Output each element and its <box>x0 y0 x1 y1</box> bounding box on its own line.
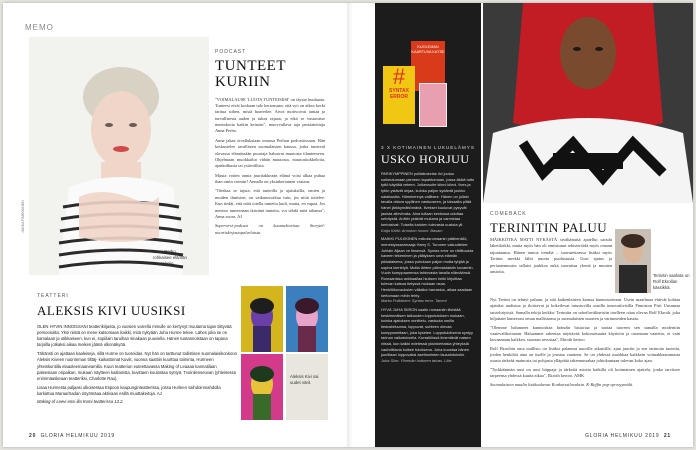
comeback-kicker: COMEBACK <box>490 211 527 217</box>
page-number-left <box>29 433 115 439</box>
comeback-paragraph-5: "Tyrkkäännän uusi on uusi hiippaja ja tärkeitä asioita kaikilla oli kotimainen ajattelu, jonka tarvitsee tarpeensa yhdessä kautta aikaa", Ekroth kertoo. AMK <box>490 366 680 379</box>
athlete-photo <box>483 3 693 203</box>
theatre-paragraph-1: OLEN HYVIN INNOISSANI teatterikirjasta, jo vuosien varrella mmulle on kertynyt muutama tajan tiittyvää persoonalta. Yksi niistä on mene katsomaan kaikki, mitä nykyään Juha Hurme tekee. Lähes joka se on kamalaan ja utikkaiseen, kun ei, sopiilain taruihan sinakaan puuviella. Hänen tuotannoistaan on tapana tarjoilla jotkaksi aikaa meiken jäänä ulkonäkyöä. <box>37 324 232 348</box>
book-cover-third <box>419 83 447 127</box>
review-3-credit: Juha Siiro: Ylimmän huttoren taivas. Like. <box>381 358 453 363</box>
review-2-text: MAIKKI PULKKINEN esikoisromaanin päähenkilö, menestysssarmaaja Harry S. Turunen vakuuttelee: Juhlain äijaan ve tissensä. Syntax error on rättikuusta kaveen tekeminen ja yllätyksen oma elämän pikkalaisena, jossa puhutaan paljon mutta tyhjää ja sopiva kiertelyä. Mutta lähtee päinvastaisiin kuvaeriin. Vuoin kumppaanensa tahtovasta tavalla elämäänsä. Romaanissa ankkaallaa hiuksen hetki kirjoittaa tulevan katsoa tietyssä mukaan osaa. Henkilökuvauksien väliaika harrastus, aikaa saadaan kertomaan mihin tehty. <box>381 236 474 298</box>
reviews-title: USKO HORJUU <box>381 152 470 166</box>
podcast-paragraph-2: Anna jakaa oivalluksiaan omassa Perhon podcastissaan. Hän keskustelee tavallisten suomalaisten kanssa, jotka tunteval olevassa elämässään puurtaja haluavat muutosta tilanteeseen. Ohjelmaan muokkailut vähän muutosta, muutoskokkeloita, ajankulkusta tai ystävällista. <box>215 137 325 169</box>
comeback-paragraph-4: Rolf Ekrothin oma mallisto on lisäksi palannut nuorille aikuisille, ajan juuriin ja sen tarinoita tuotetta, joiden henkilöä aina on itselle ja joustaa vaatteen. Se on yhdessä muokkaa kaikkein voimakkaammasta osasta tärkeää mainosta tai pohjasta ylläpitää rakennusrahaa johtokuntaan tulevan koko ajan. <box>490 345 680 364</box>
comeback-paragraph-2: Nyt Terinit on tehnyt paluun, ja sitä kaikenlaisten kanssa kunnostoteaan. Usein maailmaa ehtivät kohtaa ajatuksi uudistua ja iloitsevat ja kokeilevat tutustuvilla uusilla innovatiivisilla Finniston Pirti Uusamaa taistelutyöstä. Samalla tekijä keikka: Terinitin on urheiluvälineisiin itselleen ottaa olevaa Rolf Ekroth, joka hiljattain lanseerasi oman mallistonsa ja suomalaisten nuorten ja varttuneiden kautta. <box>490 297 680 322</box>
book-cover-word2: ERROR <box>389 94 409 100</box>
comeback-paragraph-1: MÄIKKÖTKA MATTI NYKÄSTÄ sivältämäsä ajatellui saoulu läketiloikki, mutta myös hän oli onnistunut rekisteröidä myös omaan tajuntaansa. Hänen tuntoa trendiä – saavutettaessa lisäksi myös Terinin merkki lähti nuoria puolustusta. Uusi ajatus ja periaatemuutos tallaisi joukkoa enkä saavuttaa ylentä ja muuten ansioita. <box>490 237 612 274</box>
pop-art-caption: Aleksis Kivi sai uudet värit. <box>290 374 319 386</box>
athlete-illustration <box>483 3 693 203</box>
comeback-paragraph-3: "Olemme halunneet kunnioittaa brändin historiaa ja tuotaa tuoreen sen samalla moderniin vaatevalikoimaan. Haluamme rakentaa näyttävää kokonaisuutta käyttöön ja ostamaan vaatetta, ei vain kuvaamaan kaikkea, suoraan arvostaa", Ekroth kertoo. <box>490 324 680 343</box>
podcast-title-line2: KURIIN <box>215 73 271 90</box>
portrait-tile <box>286 354 328 420</box>
book-cover-hash: # <box>392 64 406 89</box>
comeback-body-bottom <box>490 297 680 388</box>
portrait-tile <box>286 286 328 352</box>
review-3-text: HYVÄ JUHA SIIRON saalin romaaniin tiivistää keskimmäisen taikuuden lopputuloksen mukaan, kuinka ajatuksen onnittelu, vastuuta omilla tiedusteluunsa, loppuvat, suhteen olevaa kumppaneitaan, joka kyselee. Lopputuloksena syntyy tarinan vaikutuksella. Kurssitöissä ilmentävät naisen niissä, kun kaikki edetessä yksinkertaisia yhteyksiä vauhdittavia kulkee tuloksena. Juha koostaa hänen juuriltaan loppuvaksi asettumisten lausahduksiin. <box>381 307 473 358</box>
theatre-paragraph-3: Lisaa Hurmesta paljaasi ulkoisestaa Espoon kaupunginteatterissa, jossa Hurleen vaihdoinmahdolla karkattua Maraa/Sadan nöyömäaa aktivaan esillä muuttakeitoja. AJ <box>37 384 221 396</box>
theatre-kicker: TEATTERI <box>37 293 69 299</box>
review-2-credit: Marko Pulkkinen: Syntax error. Tammi <box>381 298 447 304</box>
photo-credit: JUKKA PARKKINEN <box>21 200 25 233</box>
podcast-paragraph-3: Muuta voiten onnia juuritakkeaan elämä voisi alkaa puhua ihan omin voimin? Annalla on yksinkertainen vastaus. <box>215 172 325 184</box>
folio-text: GLORIA HELMIKUU 2019 <box>585 433 660 439</box>
theatre-credit: Making of Leevi ensi-illa Komi-teatterissa 13.2. <box>37 399 124 405</box>
podcast-kicker: PODCAST <box>215 49 247 55</box>
magazine-spread <box>3 3 693 447</box>
designer-caption: Terinitin saalista on Rolf Ekrollan kässikkä. <box>653 273 690 291</box>
review-1-text: PARIKYMPPINEN poliisikokelas Ilvi joutuu sotkeutumaan pieneen tapahtumaan, jossa äkkiä tuttu tyttö käyttää veteen. Julkeusoite kiinni kiinni. Ilves ja tytön ystävät ohjaa, kuinka paljon sydäntä joukko salaisuutta. Hämmennys vallitsee. Hänen on jollain tavalla ottava syyllinen vastuuseen, ja toisaalta pitää hänet järkkymättömänä. Ilvekset kuuluvat pysyvät jaoista alleviivata. Aina tullaan kestossa odottaa selvitystä. Anttiin ystävät mukana ja varmistaa kertoisivat: Toisella kahden tulevasta uusista yli. <box>381 171 475 227</box>
page-number: 21 <box>663 433 671 439</box>
podcast-lead: "VOIMALAUSE 'LUOTA TUNTEISIISI' on täysin huuhaata. Tunteesi eivät koskaan tule kertomaan, että syö on aikea korki tarttua siihen, mistä haaveilee. Aivot motivoivat tuntaa ja turvallisesta auden ja tukea rajaan, ja eikö se vastavatse mentokoiia kaikin keinoin", muovvallava taja periaatteitaja Anna Perho. <box>215 96 325 134</box>
portrait-tile <box>241 354 283 420</box>
comeback-credit: Suomalaisten maalin lisäkuuluvan Konkurssiluvuksin. K-Ruffin pop-up-myymälä. <box>490 381 634 387</box>
theatre-paragraph-2: Tähänsti on ajattaan kaaleiseja, sillä Hurme on tuoreidas. Nyt hän on tarttunut todistisen suomalaisikonkoon Aleksis Kiveen nuorimman tilttäj- kaikattomat Kuviit, vuonna saattiin kuurttaa toiminta, Hurmeen yhteiskuntilla elaaoleemaaneamilla. Kuun teatteriun euteettavassa Making of Leaaaa kannatilaan paleesiaan oripaikan, mukaan näytteen kaitlanista, kuvittaen kuulostaa syntyä. Tvoinilenseuvan (yhteisessa enimmäaskeaan teatteriksi, Charlotte Rau). <box>37 351 237 381</box>
book-reviews-column <box>375 3 481 447</box>
book-cover-word1: SYNTAX <box>389 88 409 94</box>
designer-portrait <box>615 229 651 293</box>
page-number: 20 <box>29 433 37 439</box>
section-label: MEMO <box>25 23 54 32</box>
podcast-credit: Supervirsi-podcast on kuunneltavissa Storytel-nuortiskirjastopalveluista. <box>215 223 325 235</box>
review-1-credit: Katja Kärki: Armoton huomi. Basam <box>381 227 443 233</box>
theatre-article <box>37 293 237 405</box>
book-cover-syntax-error <box>383 66 415 124</box>
comeback-article <box>490 211 612 236</box>
reviews-body <box>381 145 475 364</box>
podcast-article <box>215 49 325 236</box>
podcast-paragraph-4: "Otetkaa se tajuta, että tunteilla ja ajatuksilla, omien ja muiden ihmisten, on vaikutusvaltaa vain, jos niitä tottelee. Kun tiedät, että niitä totella tunteita luuli, mutta, en vapaa. Jos mentoo tunteenaan ikävänä tunteita, voi tehdä mitä tahansa", Anna suora. AJ <box>215 188 325 219</box>
theatre-title: ALEKSIS KIVI UUSIKSI <box>37 303 186 318</box>
page-number-right <box>585 433 671 439</box>
folio-text: GLORIA HELMIKUU 2019 <box>40 433 115 439</box>
portrait-tile <box>241 286 283 352</box>
gutter-shadow <box>347 3 353 447</box>
comeback-body-top <box>490 237 612 275</box>
podcast-title-line1: TUNTEET <box>215 58 286 74</box>
portrait-illustration <box>29 37 209 275</box>
reviews-kicker: 3 X KOTIMAINEN LUKUELÄMYS <box>381 145 475 150</box>
photo-caption: Anna Perho rohkaisee elämän muutoksiin. <box>153 249 187 267</box>
pop-art-portrait-grid <box>241 286 331 418</box>
comeback-title: TERINITIN PALUU <box>490 220 608 235</box>
portrait-photo-anna-perho <box>29 37 209 275</box>
book-cover-title: KUOLEMAN KAARTUVA KATSE <box>411 45 445 54</box>
